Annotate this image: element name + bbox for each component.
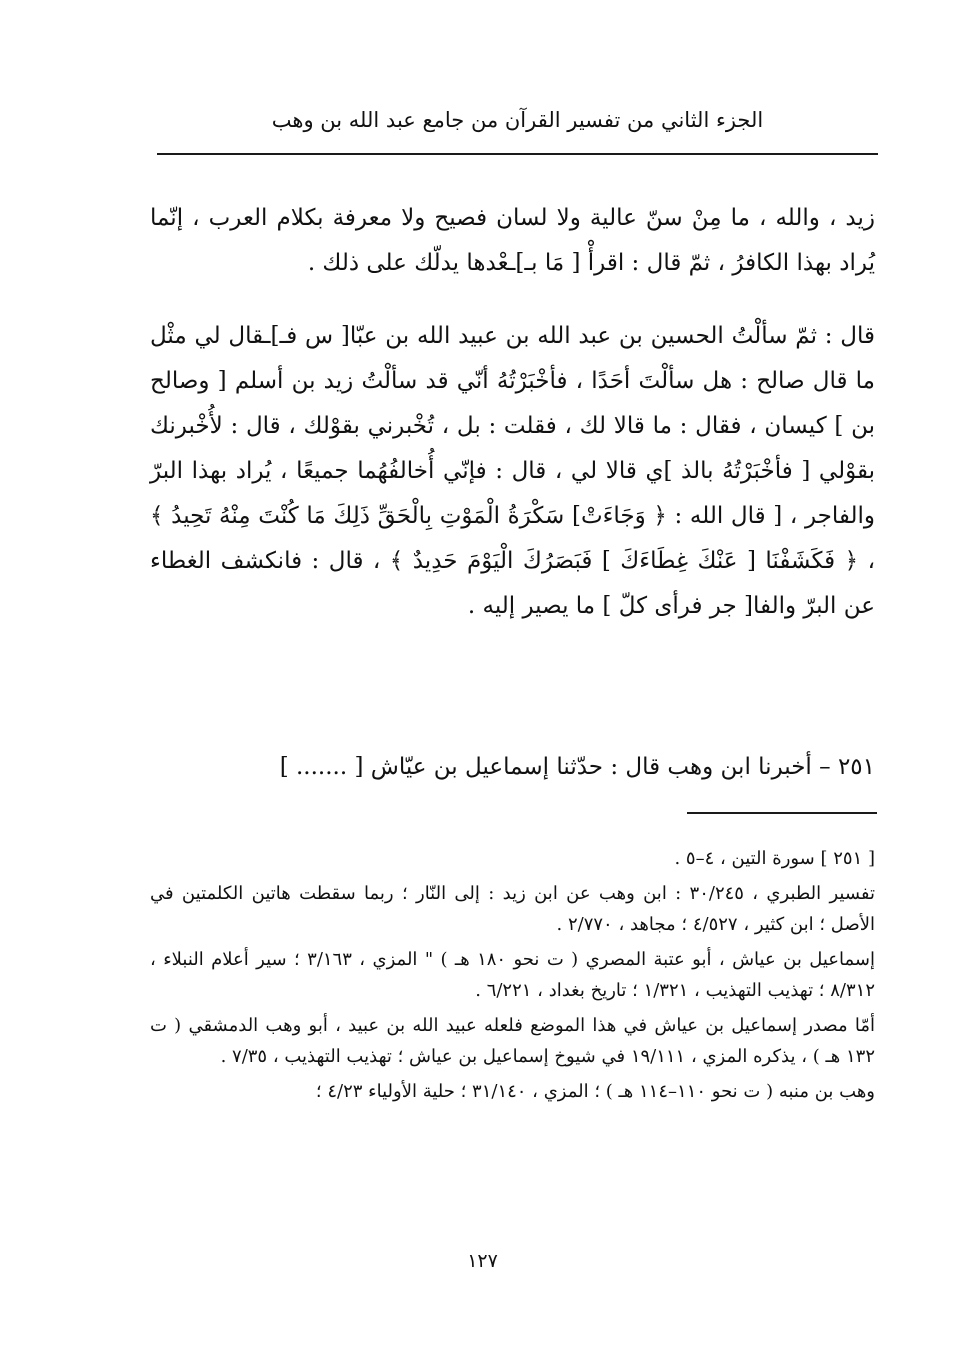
footnote-1: [ ٢٥١ ] سورة التين ، ٤–٥ . — [674, 848, 875, 869]
header-divider — [157, 153, 878, 155]
running-header: الجزء الثاني من تفسير القرآن من جامع عبد الله بن وهب — [271, 108, 764, 132]
footnotes — [150, 843, 875, 1111]
footnote-3: إسماعيل بن عياش ، أبو عتبة المصري ( ت نحو ١٨٠ هـ ) " المزي ، ٣/١٦٣ ؛ سير أعلام النبلاء ، ٨/٣١٢ ؛ تهذيب التهذيب ، ١/٣٢١ ؛ تاريخ بغداد ، ٦/٢٢١ . — [150, 949, 876, 1001]
footnote-2: تفسير الطبري ، ٣٠/٢٤٥ : ابن وهب عن ابن زيد : إلى النّار ؛ ربما سقطت هاتين الكلمتين في الأصل ؛ ابن كثير ، ٤/٥٢٧ ؛ مجاهد ، ٢/٧٧٠ . — [150, 883, 875, 935]
paragraph-2: قال : ثمّ سألْتُ الحسين بن عبد الله بن عبيد الله بن عبّا[ س فـ]ـقال لي مثْل ما قال صالح : هل سألْتَ أحَدًا ، فأخْبَرْتُهُ أنّي قد سألْتُ زيد بن أسلم [ وصالح بن ] كيسان ، فقال : ما قالا لك ، فقلت : بل ، تُخْبرني بقوْلك ، قال : لأُخْبرنك بقوْلي [ فأخْبَرْتُهُ بالذ ]ي قالا لي ، قال : فإنّي أُخالفُهُما جميعًا ، يُراد بهذا البرّ والفاجر ، [ قال الله : ﴿ وَجَاءَتْ] سَكْرَةُ الْمَوْتِ بِالْحَقِّ ذَلِكَ مَا كُنْتَ مِنْهُ تَحِيدُ ﴾ ، ﴿ فَكَشَفْنَا [ عَنْكَ غِطَاءَكَ ] فَبَصَرُكَ الْيَوْمَ حَدِيدٌ ﴾ ، قال : فانكشف الغطاء عن البرّ والفا[ جر فرأى كلّ ] ما يصير إليه . — [150, 323, 875, 619]
hadith-251: ٢٥١ – أخبرنا ابن وهب قال : حدّثنا إسماعيل بن عيّاش [ ....... ] — [279, 754, 875, 780]
footnote-divider — [687, 812, 877, 814]
footnote-4: أمّا مصدر إسماعيل بن عياش في هذا الموضع فلعله عبيد الله بن عبيد ، أبو وهب الدمشقي ( ت ١٣٢ هـ ) ، يذكره المزي ، ١٩/١١١ في شيوخ إسماعيل بن عياش ؛ تهذيب التهذيب ، ٧/٣٥ . — [150, 1015, 875, 1067]
paragraph-1: زيد ، والله ، ما مِنْ سنّ عالية ولا لسان فصيح ولا معرفة بكلام العرب ، إنّما يُراد بهذا الكافرُ ، ثمّ قال : اقرأْ [ مَا بـ]ـعْدها يدلّك على ذلك . — [150, 205, 875, 276]
footnote-5: وهب بن منبه ( ت نحو ١١٠–١١٤ هـ ) ؛ المزي ، ٣١/١٤٠ ؛ حلية الأولياء ٤/٢٣ ؛ — [315, 1081, 875, 1102]
page-number: ١٢٧ — [467, 1250, 498, 1272]
main-text — [150, 196, 875, 629]
